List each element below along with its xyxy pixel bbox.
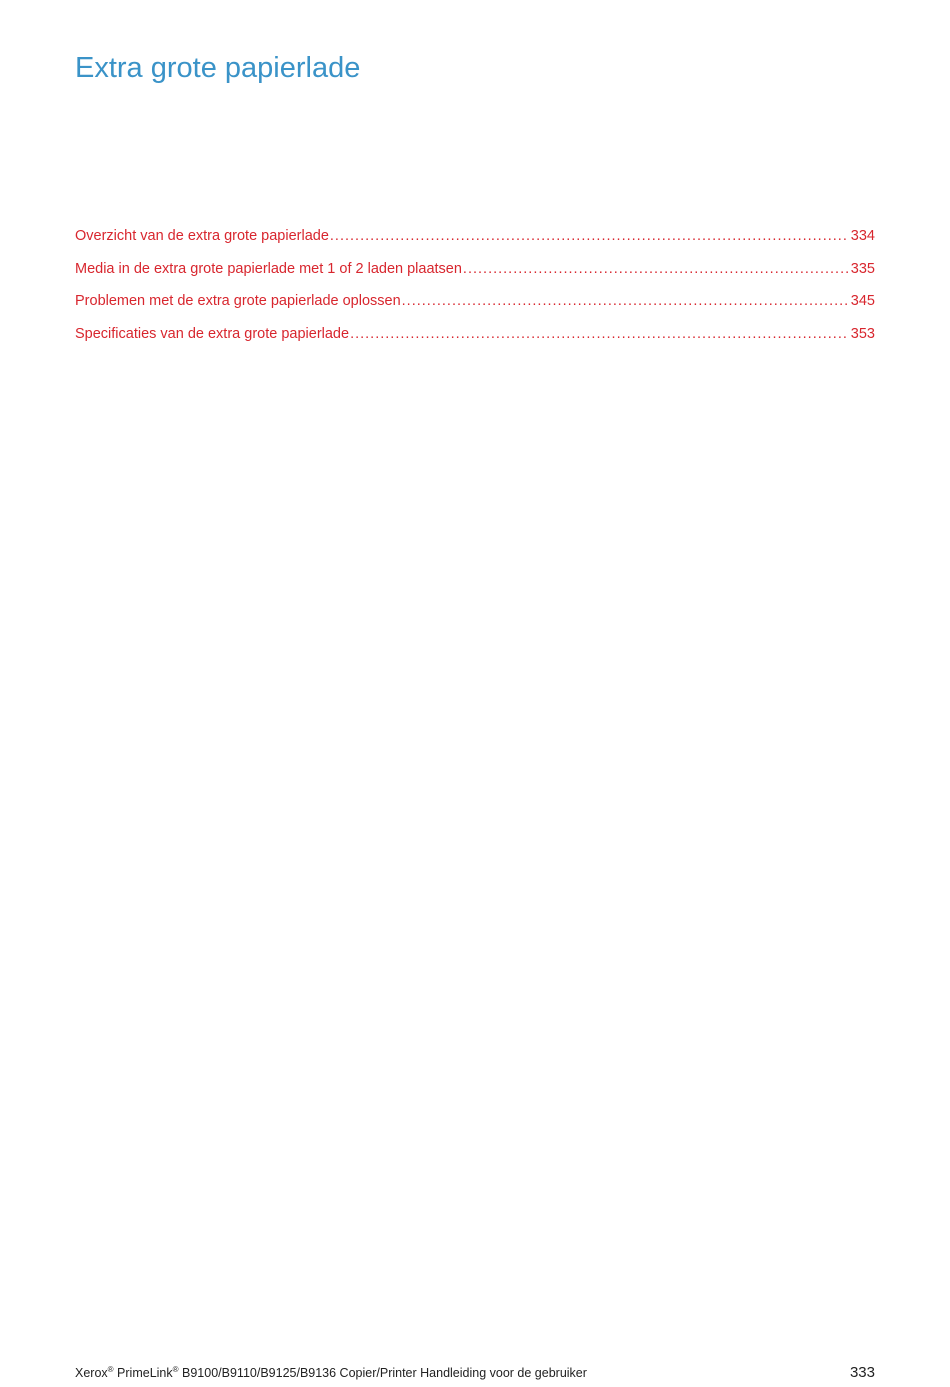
registered-mark: ® xyxy=(107,1364,114,1374)
toc-entry-page: 335 xyxy=(850,260,875,277)
footer-product: PrimeLink xyxy=(117,1366,173,1380)
toc-entry-loading-media[interactable] xyxy=(75,261,875,294)
toc-dot-leader xyxy=(330,228,848,244)
footer-page-number: 333 xyxy=(849,1364,875,1381)
toc-entry-page: 353 xyxy=(850,326,875,343)
toc-entry-label: Problemen met de extra grote papierlade oplossen xyxy=(75,293,401,310)
table-of-contents xyxy=(75,228,875,359)
toc-entry-label: Overzicht van de extra grote papierlade xyxy=(75,228,329,244)
toc-dot-leader xyxy=(350,326,848,342)
toc-entry-specifications[interactable] xyxy=(75,326,875,359)
registered-mark: ® xyxy=(172,1364,179,1374)
toc-entry-page: 334 xyxy=(850,228,875,244)
footer-description: B9100/B9110/B9125/B9136 Copier/Printer Handleiding voor de gebruiker xyxy=(182,1366,587,1380)
footer-brand: Xerox xyxy=(75,1366,108,1380)
toc-entry-label: Specificaties van de extra grote papierlade xyxy=(75,326,350,343)
chapter-title: Extra grote papierlade xyxy=(75,52,361,84)
toc-dot-leader xyxy=(463,261,848,277)
toc-entry-page: 345 xyxy=(850,293,875,310)
toc-entry-troubleshooting[interactable] xyxy=(75,293,875,326)
page-footer xyxy=(75,1364,875,1381)
toc-dot-leader xyxy=(402,293,848,309)
toc-entry-overview[interactable] xyxy=(75,228,875,261)
toc-entry-label: Media in de extra grote papierlade met 1 of 2 laden plaatsen xyxy=(75,260,462,277)
footer-document-title xyxy=(75,1366,587,1380)
